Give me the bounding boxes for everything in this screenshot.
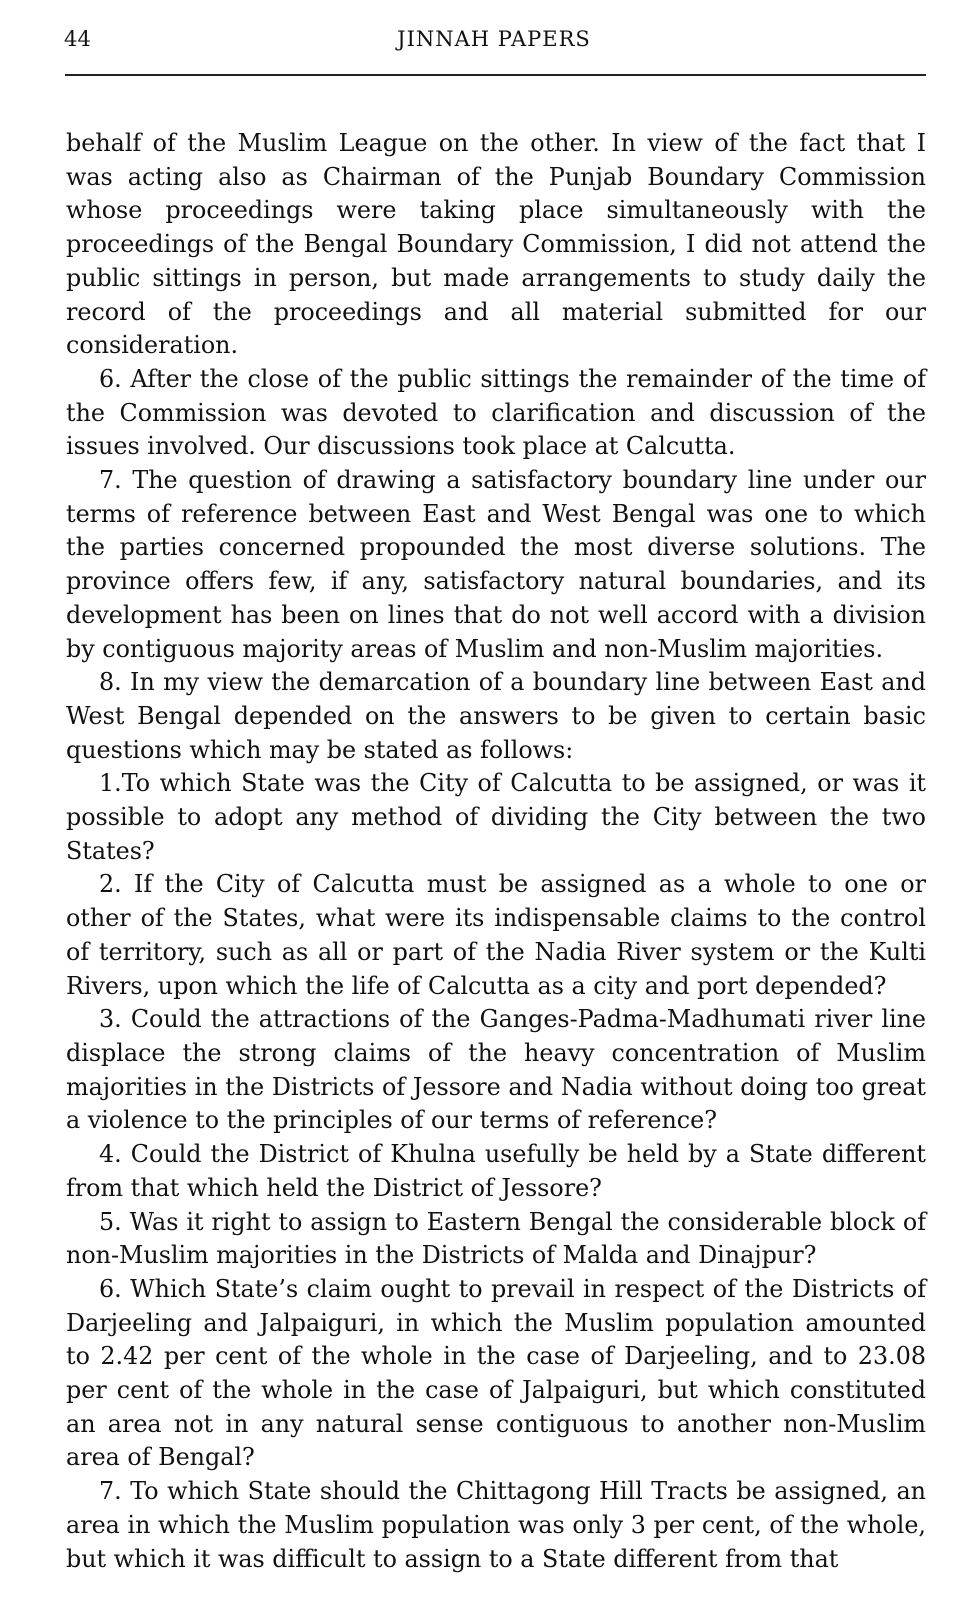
page-header bbox=[64, 24, 924, 58]
body-text bbox=[66, 127, 926, 1576]
question-2: 2. If the City of Calcutta must be assigned as a whole to one or other of the States, what were its indispensable claims to the control of territory, such as all or part of the Nadia River system or the Kulti Rivers, upon which the life of Calcutta as a city and port depended? bbox=[66, 870, 926, 1000]
question-3: 3. Could the attractions of the Ganges-Padma-Madhumati river line displace the strong claims of the heavy concentration of Muslim majorities in the Districts of Jessore and Nadia without doing too great a violence to the principles of our terms of reference? bbox=[66, 1005, 926, 1135]
header-rule bbox=[65, 74, 926, 76]
paragraph-continuation: behalf of the Muslim League on the other. In view of the fact that I was acting also as Chairman of the Punjab Boundary Commission whose proceedings were taking place simultaneously with the proceedings of the Bengal Boundary Commission, I did not attend the public sittings in person, but made arrangements to study daily the record of the proceedings and all material submitted for our consideration. bbox=[66, 129, 926, 360]
question-5: 5. Was it right to assign to Eastern Bengal the considerable block of non-Muslim majorities in the Districts of Malda and Dinajpur? bbox=[66, 1207, 926, 1270]
question-6: 6. Which State’s claim ought to prevail in respect of the Districts of Darjeeling and Jalpaiguri, in which the Muslim population amounted to 2.42 per cent of the whole in the case of Darjeeling, and to 23.08 per cent of the whole in the case of Jalpaiguri, but which constituted an area not in any natural sense contiguous to another non-Muslim area of Bengal? bbox=[66, 1274, 926, 1472]
page-number: 44 bbox=[64, 27, 92, 51]
running-title: JINNAH PAPERS bbox=[397, 27, 591, 51]
paragraph-6: 6. After the close of the public sittings the remainder of the time of the Commission was devoted to clarification and discussion of the issues involved. Our discussions took place at Calcutta. bbox=[66, 364, 926, 461]
question-4: 4. Could the District of Khulna usefully be held by a State different from that which held the District of Jessore? bbox=[66, 1140, 926, 1202]
question-1: 1.To which State was the City of Calcutta to be assigned, or was it possible to adopt any method of dividing the City between the two States? bbox=[66, 769, 926, 865]
paragraph-7: 7. The question of drawing a satisfactory boundary line under our terms of reference between East and West Bengal was one to which the parties concerned propounded the most diverse solutions. The province offers few, if any, satisfactory natural boundaries, and its development has been on lines that do not well accord with a division by contiguous majority areas of Muslim and non-Muslim majorities. bbox=[66, 466, 926, 663]
paragraph-8: 8. In my view the demarcation of a boundary line between East and West Bengal depended on the answers to be given to certain basic questions which may be stated as follows: bbox=[66, 668, 926, 764]
question-7: 7. To which State should the Chittagong Hill Tracts be assigned, an area in which the Muslim population was only 3 per cent, of the whole, but which it was difficult to assign to a State different from that bbox=[66, 1477, 926, 1573]
